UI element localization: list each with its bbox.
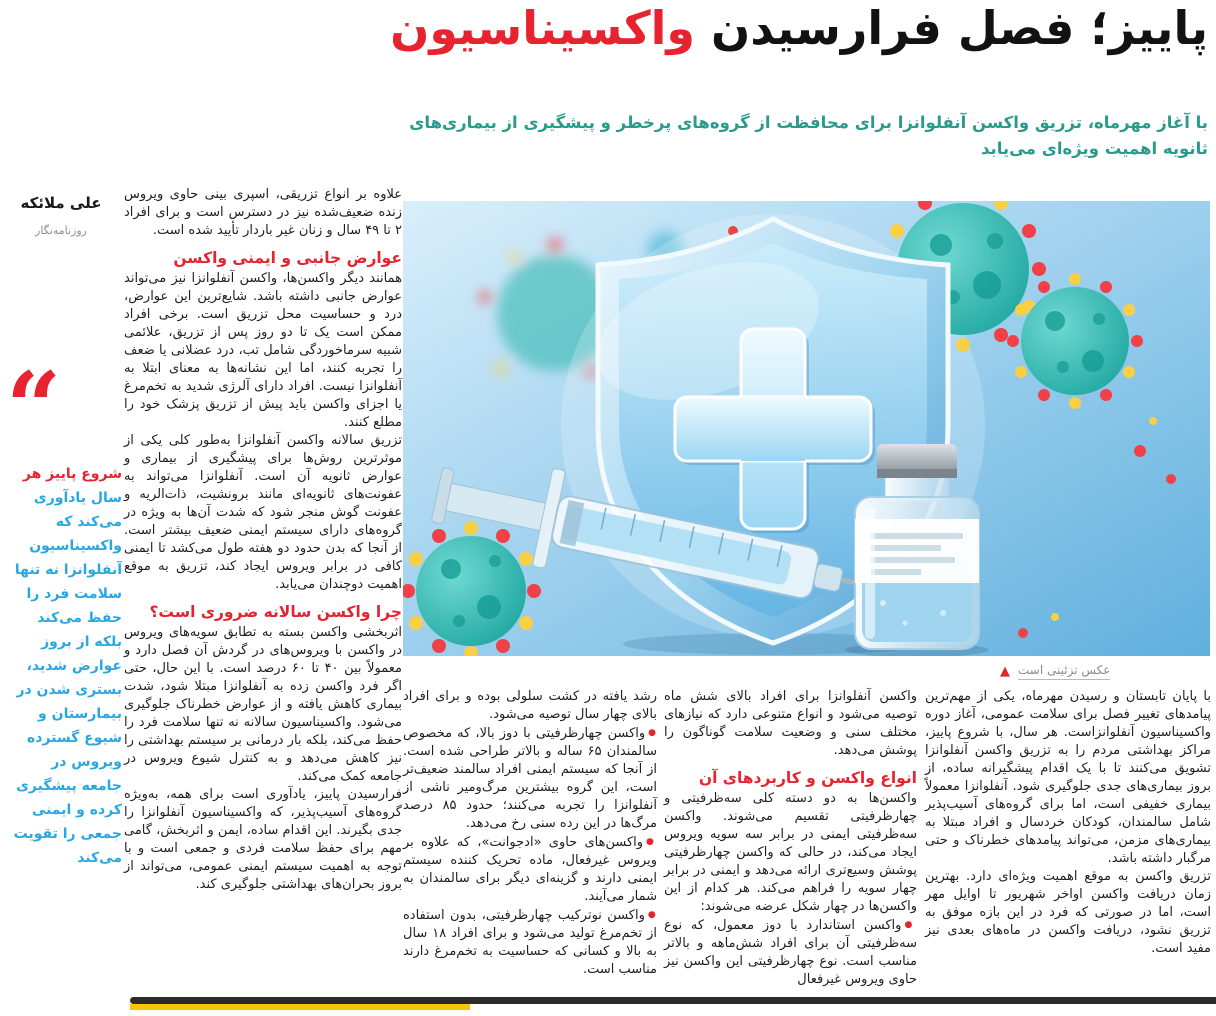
section-heading-why-annual: چرا واکسن سالانه ضروری است؟ [149, 603, 402, 621]
body-paragraph: فرارسیدن پاییز، یادآوری است برای همه، به‌ویژه گروه‌های آسیب‌پذیر، که واکسیناسیون آنفلوانزا را جدی بگیرند. این اقدام ساده، ایمن و اثربخش، گامی مهم برای حفظ سلامت فردی و جمعی است و با توجه به اهمیت سیستم ایمنی عمومی، می‌تواند از بروز بحران‌های بهداشتی جلوگیری کند. [124, 787, 402, 892]
pullquote-text [2, 462, 122, 870]
bullet-text: واکسن چهارظرفیتی با دوز بالا، که مخصوص سالمندان ۶۵ ساله و بالاتر طراحی شده است. از آنجا که سیستم ایمنی افراد سالمند ضعیف‌تر است، این گروه بیشترین مرگ‌ومیر ناشی از آنفلوانزا را تجربه می‌کنند؛ حدود ۸۵ درصد مرگ‌ها در این رده سنی رخ می‌دهد. [403, 726, 657, 831]
caption-text: عکس تزئینی است [1018, 663, 1110, 680]
image-caption [1000, 663, 1110, 680]
bullet-icon: ● [904, 920, 918, 930]
headline-main: پاییز؛ فصل فرارسیدن [711, 1, 1208, 55]
body-paragraph: واکسن‌ها به دو دسته کلی سه‌ظرفیتی و چهارظرفیتی تقسیم می‌شوند. واکسن سه‌ظرفیتی ایمنی در برابر سه سویه ویروس ایجاد می‌کند، در حالی که واکسن چهارظرفیتی پوشش وسیع‌تری ارائه می‌دهد و ایمنی در برابر چهار سویه را فراهم می‌کند. هر کدام از این واکسن‌ها در چهار شکل عرضه می‌شوند: [664, 791, 917, 914]
bullet-icon: ● [646, 837, 657, 847]
body-paragraph: با پایان تابستان و رسیدن مهرماه، یکی از مهم‌ترین پیامدهای تغییر فصل برای سلامت عمومی، آغاز دوره واکسیناسیون آنفلوانزاست. هر سال، با شروع پاییز، مراکز بهداشتی مردم را به تزریق واکسن آنفلوانزا تشویق می‌کنند تا با یک اقدام پیشگیرانه ساده، از بروز بیماری‌های جدی جلوگیری شود. آنفلوانزا معمولاً بیماری خفیفی است، اما برای گروه‌های آسیب‌پذیر شامل سالمندان، کودکان خردسال و افراد مبتلا به بیماری‌های مزمن، می‌تواند پیامدهای خطرناک و حتی مرگبار داشته باشد. [925, 689, 1211, 866]
bullet-item [403, 724, 657, 833]
bullet-item [403, 906, 657, 979]
page-title [390, 1, 1208, 55]
section-heading-vaccine-types: انواع واکسن و کاربردهای آن [698, 769, 917, 787]
body-paragraph: اثربخشی واکسن بسته به تطابق سویه‌های ویروس در واکسن با ویروس‌های در گردش آن فصل دارد و معمولاً بین ۴۰ تا ۶۰ درصد است. با این حال، حتی اگر فرد واکسن زده به آنفلوانزا مبتلا شود، شدت بیماری کاهش یافته و از عوارض خطرناک جلوگیری می‌شود. واکسیناسیون سالانه نه تنها سلامت فرد را حفظ می‌کند، بلکه بار درمانی بر سیستم بهداشتی را نیز کاهش می‌دهد و به کنترل شیوع ویروس در جامعه کمک می‌کند. [124, 625, 403, 784]
subtitle: با آغاز مهرماه، تزریق واکسن آنفلوانزا برای محافظت از گروه‌های پرخطر و پیشگیری از بیماری‌های ثانویه اهمیت ویژه‌ای می‌یابد [409, 113, 1208, 159]
body-paragraph: رشد یافته در کشت سلولی بوده و برای افراد بالای چهار سال توصیه می‌شود. [403, 689, 657, 722]
bullet-text: واکسن‌های حاوی «ادجوانت»، که علاوه بر ویروس غیرفعال، ماده تحریک کننده سیستم ایمنی دارند و گزینه‌ای دیگر برای سالمندان به شمار می‌آیند. [403, 835, 657, 904]
article-column-left [124, 186, 402, 894]
bullet-item [664, 916, 917, 989]
quote-mark-icon: “ [6, 351, 62, 464]
article-column-end [403, 688, 657, 979]
body-paragraph: تزریق سالانه واکسن آنفلوانزا به‌طور کلی یکی از موثرترین روش‌ها برای پیشگیری از بیماری و عوارض ثانویه آن است. آنفلوانزا می‌تواند به عفونت‌های ثانویه‌ای مانند برونشیت، ذات‌الریه و عفونت گوش منجر شود که شدت آن‌ها به ویژه در گروه‌های دارای سیستم ایمنی ضعیف بیشتر است. از آنجا که بدن حدود دو هفته طول می‌کشد تا ایمنی کافی در برابر ویروس ایجاد کند، تزریق به موقع اهمیت دوچندان می‌یابد. [124, 433, 402, 592]
pullquote [2, 351, 122, 870]
body-paragraph: همانند دیگر واکسن‌ها، واکسن آنفلوانزا نیز می‌تواند عوارض جانبی داشته باشد. شایع‌ترین این عوارض، درد و حساسیت محل تزریق است. برخی افراد ممکن است یک تا دو روز پس از تزریق، علائمی شبیه سرماخوردگی شامل تب، درد عضلانی یا ضعف را تجربه کنند، اما این نشانه‌ها به معنای ابتلا به آنفلوانزا نیست. افراد دارای آلرژی شدید به تخم‌مرغ یا اجزای واکسن باید پیش از تزریق پزشک خود را مطلع کنند. [124, 271, 402, 430]
bullet-icon: ● [648, 728, 657, 738]
headline-accent: واکسیناسیون [390, 1, 695, 55]
pullquote-rest: سال یادآوری می‌کند که واکسیناسیون آنفلوانزا نه تنها سلامت فرد را حفظ می‌کند بلکه از بروز عوارض شدید، بستری شدن در بیمارستان و شیوع گسترده ویروس در جامعه پیشگیری کرده و ایمنی جمعی را تقویت می‌کند [13, 490, 122, 866]
bottom-rule-dark [130, 997, 1216, 1004]
body-paragraph: علاوه بر انواع تزریقی، اسپری بینی حاوی ویروس زنده ضعیف‌شده نیز در دسترس است و برای افراد ۲ تا ۴۹ سال و زنان غیر باردار تأیید شده است. [124, 187, 402, 238]
byline [6, 194, 116, 237]
author-role: روزنامه‌نگار [35, 224, 87, 237]
pullquote-lead: شروع پاییز هر [22, 466, 122, 482]
bottom-rule-yellow [130, 1004, 470, 1010]
bullet-item [403, 833, 657, 906]
bullet-icon: ● [647, 910, 657, 920]
section-heading-side-effects: عوارض جانبی و ایمنی واکسن [173, 249, 402, 267]
caption-marker-icon: ▲ [1000, 664, 1010, 679]
bullet-text: واکسن نوترکیب چهارظرفیتی، بدون استفاده از تخم‌مرغ تولید می‌شود و برای افراد ۱۸ سال به بالا و کسانی که حساسیت به تخم‌مرغ دارند مناسب است. [403, 908, 657, 977]
author-name: علی ملائکه [20, 194, 102, 212]
body-paragraph: تزریق واکسن به موقع اهمیت ویژه‌ای دارد. بهترین زمان دریافت واکسن اواخر شهریور تا اوایل مهر است، اما در صورتی که فرد در این بازه موفق به تزریق نشود، دریافت واکسن در ماه‌های بعدی نیز مفید است. [925, 869, 1211, 956]
body-paragraph: واکسن آنفلوانزا برای افراد بالای شش ماه توصیه می‌شود و انواع متنوعی دارد که نیازهای مختلف سنی و وضعیت سلامت گوناگون را پوشش می‌دهد. [664, 689, 917, 758]
article-column-start [925, 688, 1211, 958]
bullet-text: واکسن استاندارد با دوز معمول، که نوع سه‌ظرفیتی آن برای افراد شش‌ماهه و بالاتر مناسب است. نوع چهارظرفیتی این واکسن نیز حاوی ویروس غیرفعال [664, 918, 917, 987]
hero-illustration [403, 201, 1210, 656]
article-column-middle [664, 688, 917, 989]
vaccine-shield-art [403, 201, 1210, 656]
